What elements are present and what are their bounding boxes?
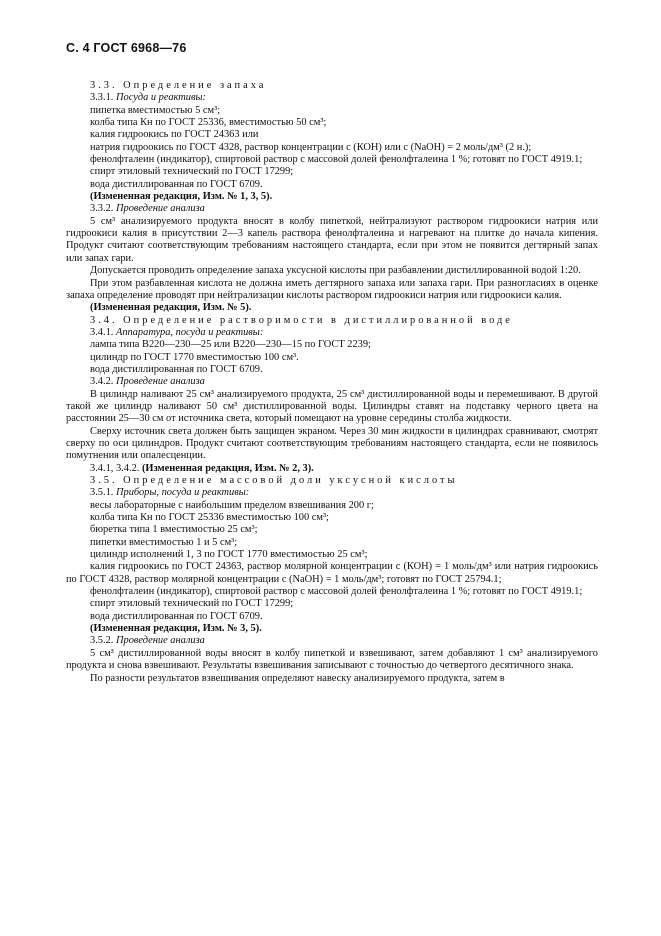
list-item: цилиндр по ГОСТ 1770 вместимостью 100 см³. [90,351,299,363]
section-number: 3.4.1. [90,326,114,338]
section-3-3-1-heading [90,92,598,104]
list-item: лампа типа В220—230—25 или В220—230—15 по ГОСТ 2239; [90,339,371,351]
section-number: 3.4.1, 3.4.2. [90,462,140,474]
section-3-4-2-heading [90,376,598,388]
list-item: вода дистиллированная по ГОСТ 6709. [90,178,263,190]
section-number: 3.4.2. [90,376,114,388]
section-number: 3.3.2. [90,203,114,215]
list-item: фенолфталеин (индикатор), спиртовой раствор с массовой долей фенолфталеина 1 %; готовят по ГОСТ 4919.1; [90,154,583,166]
list-item: вода дистиллированная по ГОСТ 6709. [90,610,263,622]
revision-note: (Измененная редакция, Изм. № 2, 3). [141,462,314,474]
paragraph: Сверху источник света должен быть защищен экраном. Через 30 мин жидкости в цилиндрах сравнивают, смотрят сверху по оси цилиндров. Продукт считают соответствующим требованиям настоящего стандарта, если не появилось помутнения или опалесценции. [66,425,598,462]
section-subtitle: Проведение анализа [116,635,205,647]
list-item: колба типа Кн по ГОСТ 25336, вместимостью 50 см³; [90,117,327,129]
section-subtitle: Проведение анализа [116,203,205,215]
list-item: колба типа Кн по ГОСТ 25336 вместимостью 100 см³; [90,512,329,524]
section-3-5-2-heading [90,635,598,647]
list-item: пипетки вместимостью 1 и 5 см³; [90,536,238,548]
revision-note: (Измененная редакция, Изм. № 5). [90,302,252,314]
paragraph: 5 см³ дистиллированной воды вносят в колбу пипеткой и взвешивают, затем добавляют 1 см³ анализируемого продукта и снова взвешивают. Результаты взвешивания записывают с точностью до четвертого десятичного знака. [66,647,598,672]
list-item: калия гидроокись по ГОСТ 24363, раствор молярной концентрации c (КОН) = 1 моль/дм³ или натрия гидроокись по ГОСТ 4328, раствор молярной концентрации c (NaOH) = 1 моль/дм³; готовят по ГОСТ 25794.1; [66,561,598,585]
section-number: 3.5.2. [90,635,114,647]
list-item: калия гидроокись по ГОСТ 24363 или [90,129,259,141]
section-subtitle: Посуда и реактивы: [116,92,206,104]
list-item: бюретка типа 1 вместимостью 25 см³; [90,524,258,536]
revision-note: (Измененная редакция, Изм. № 1, 3, 5). [90,191,273,203]
list-item: цилиндр исполнений 1, 3 по ГОСТ 1770 вместимостью 25 см³; [90,549,368,561]
section-subtitle: Аппаратура, посуда и реактивы: [116,326,264,338]
section-3-4-1-heading [90,327,598,339]
section-3-3-title: 3.3. Определение запаха [90,80,267,91]
section-3-3-2-heading [90,203,598,215]
document-body [66,80,598,685]
list-item: фенолфталеин (индикатор), спиртовой раствор с массовой долей фенолфталеина 1 %; готовят по ГОСТ 4919.1; [90,586,583,598]
section-3-5-1-heading [90,487,598,499]
section-3-5-title: 3.5. Определение массовой доли уксусной кислоты [90,475,458,486]
page-header: С. 4 ГОСТ 6968—76 [66,41,187,55]
paragraph: При этом разбавленная кислота не должна иметь дегтярного запаха или запаха гари. При разногласиях в оценке запаха определение проводят при нейтрализации кислоты раствором гидроокиси натрия или гидроокиси калия. [66,277,598,301]
paragraph: В цилиндр наливают 25 см³ анализируемого продукта, 25 см³ дистиллированной воды и перемешивают. В другой такой же цилиндр наливают 50 см³ дистиллированной воды. Цилиндры ставят на подставку черного цвета на расстоянии 25—30 см от источника света, который помещают на уровне середины столба жидкости. [66,388,598,425]
paragraph: По разности результатов взвешивания определяют навеску анализируемого продукта, затем в [90,672,505,684]
section-subtitle: Проведение анализа [116,376,205,388]
list-item: спирт этиловый технический по ГОСТ 17299; [90,166,294,178]
paragraph: 5 см³ анализируемого продукта вносят в колбу пипеткой, нейтрализуют раствором гидроокиси натрия или гидроокиси калия в присутствии 2—3 капель раствора фенолфталеина и нагревают на плитке до начала кипения. Продукт считают соответствующим требованиям настоящего стандарта, если при этом не появится дегтярный запах или запах гари. [66,215,598,264]
list-item: вода дистиллированная по ГОСТ 6709. [90,363,263,375]
section-number: 3.3.1. [90,92,114,104]
list-item: пипетка вместимостью 5 см³; [90,104,221,116]
revision-note-line [90,463,598,475]
section-subtitle: Приборы, посуда и реактивы: [116,487,250,499]
list-item: весы лабораторные с наибольшим пределом взвешивания 200 г; [90,499,374,511]
paragraph: Допускается проводить определение запаха уксусной кислоты при разбавлении дистиллированной водой 1:20. [90,265,581,277]
section-number: 3.5.1. [90,487,114,499]
list-item: натрия гидроокись по ГОСТ 4328, раствор концентрации c (КОН) или c (NaOH) = 2 моль/дм³ (2 н.); [90,141,532,153]
section-3-4-title: 3.4. Определение растворимости в дистиллированной воде [90,314,513,326]
list-item: спирт этиловый технический по ГОСТ 17299; [90,598,294,610]
revision-note: (Измененная редакция, Изм. № 3, 5). [90,623,262,635]
